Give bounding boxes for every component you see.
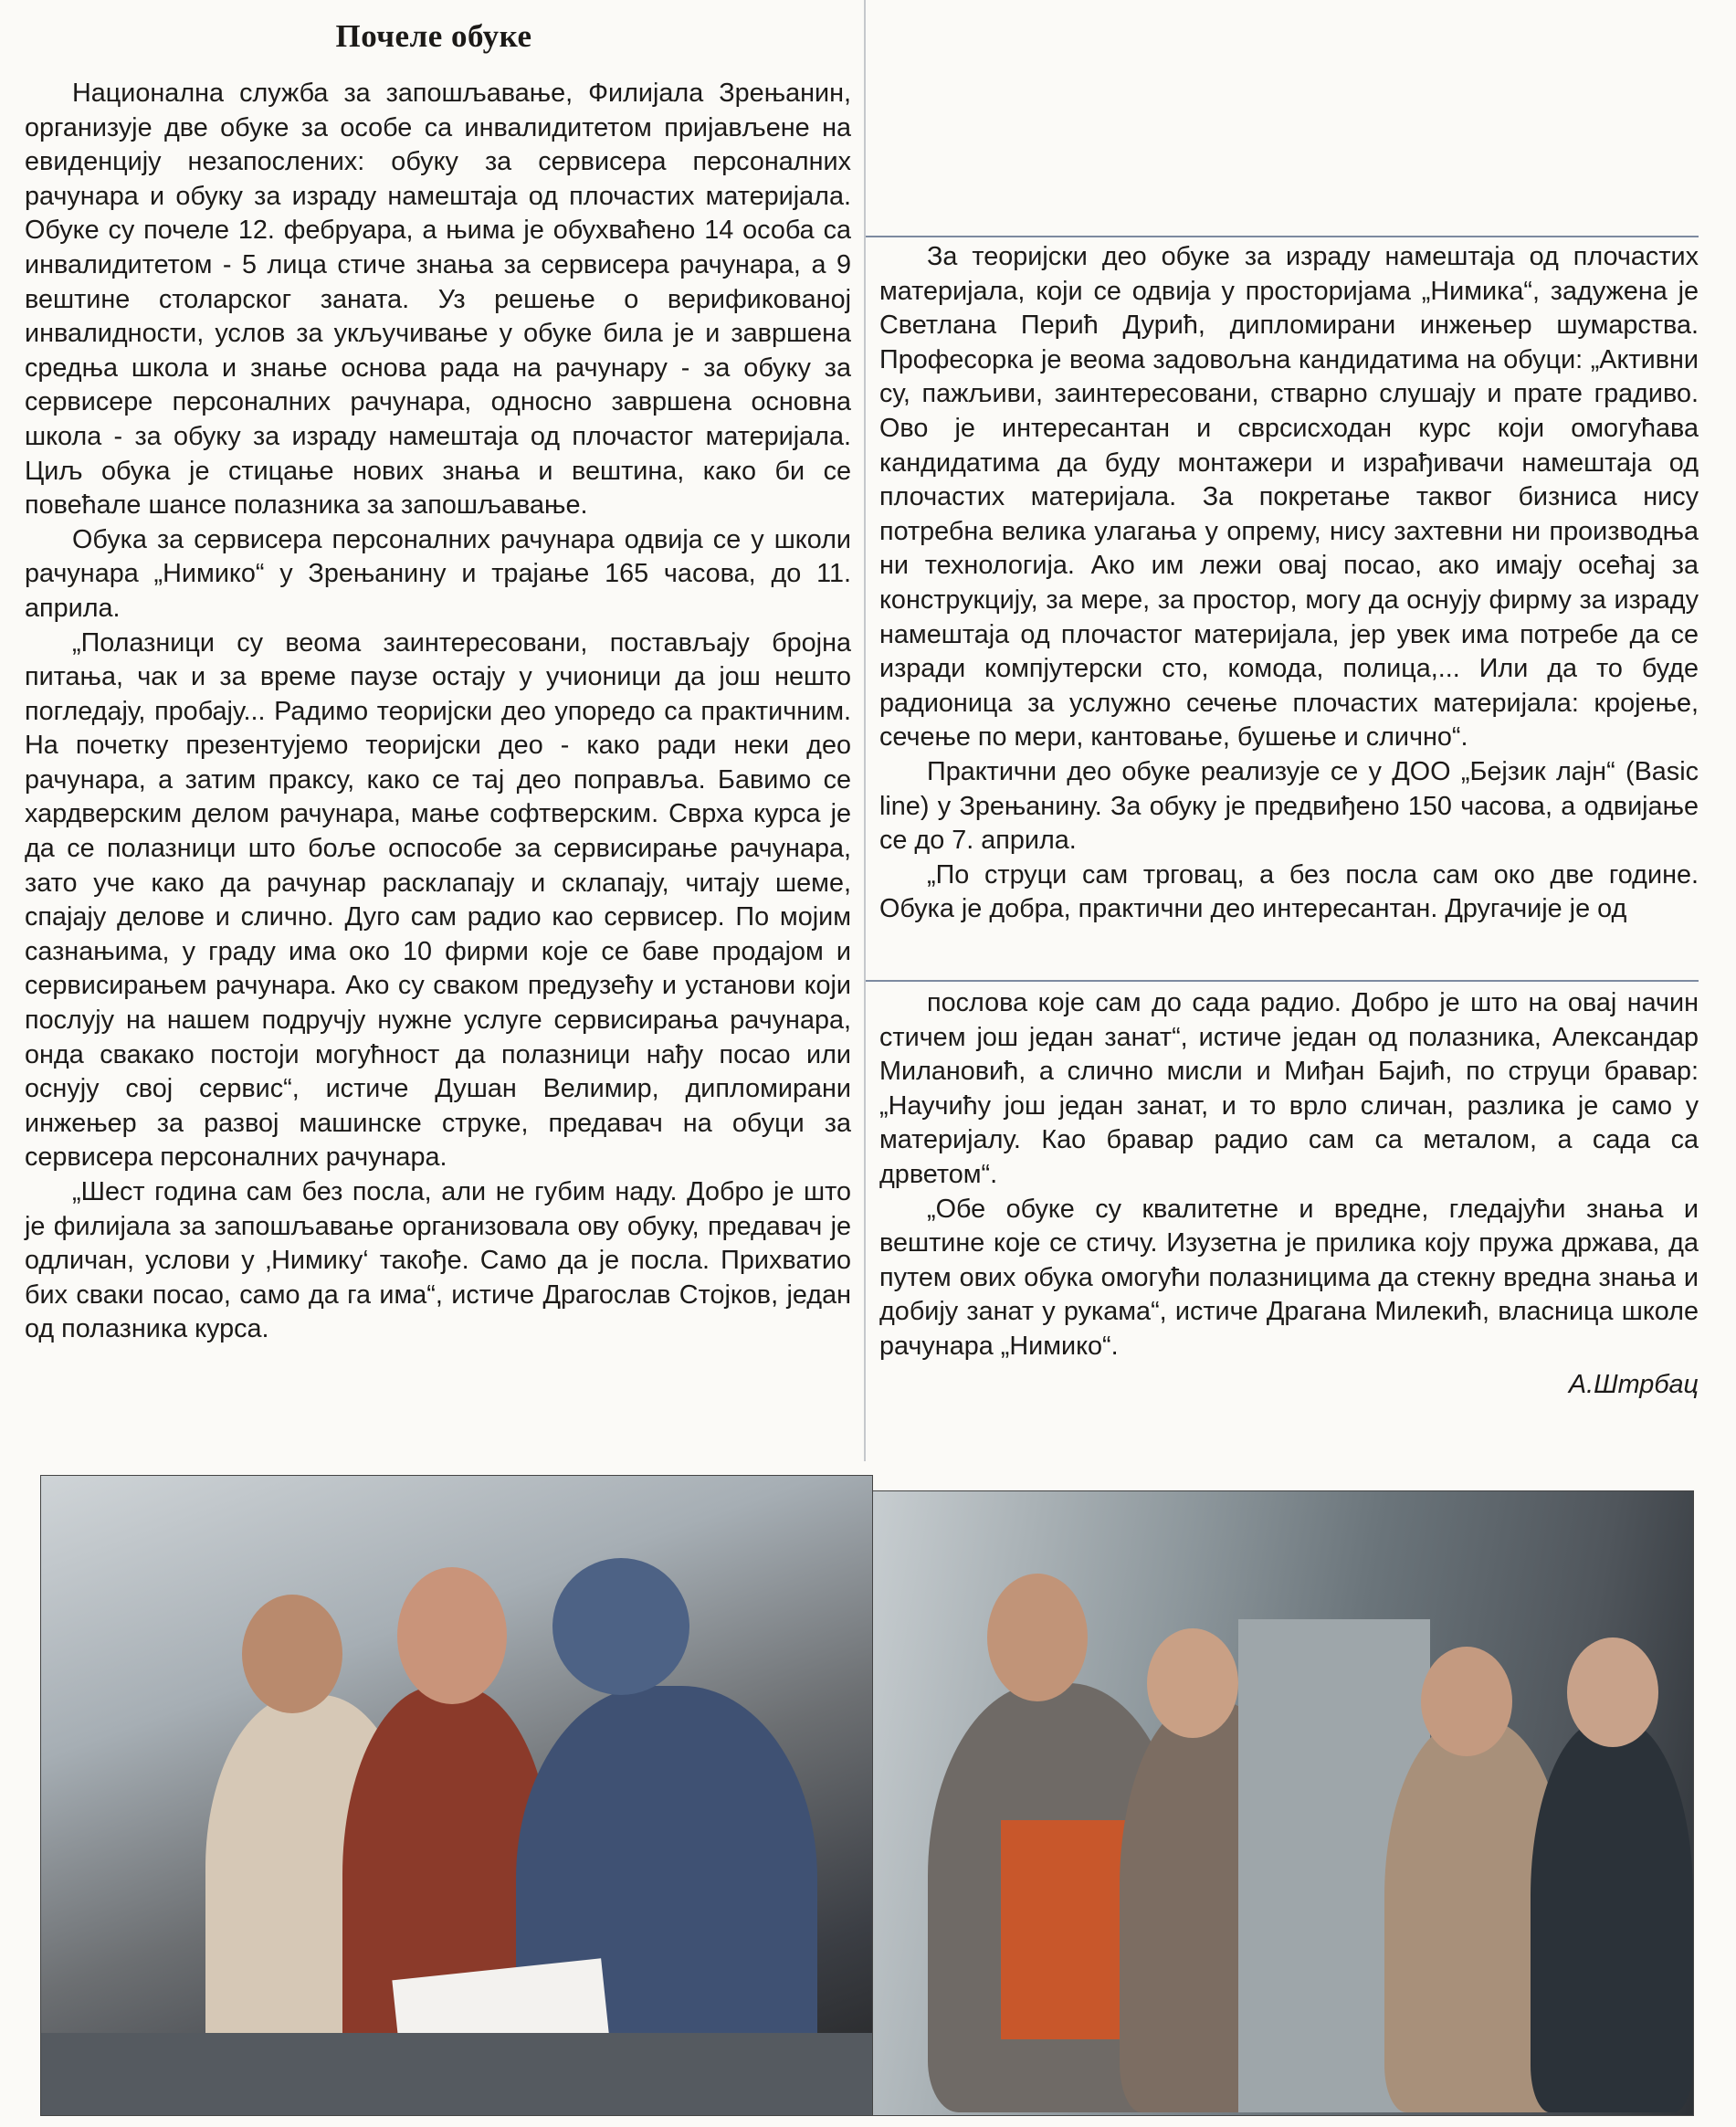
right-column-top [879,240,1699,927]
person-head [1567,1637,1658,1747]
table-surface [41,2033,872,2115]
person-head [1421,1647,1512,1756]
person-head [397,1567,507,1704]
cut-line [866,236,1699,237]
column-divider [864,0,866,1461]
paragraph: „Шест година сам без посла, али не губим наду. Добро је што је филијала за запошљавање организовала ову обуку, предавач је одличан, услови у ‚Нимику‘ такође. Само да је посла. Прихватио бих сваки посао, само да га има“, истиче Драгослав Стојков, један од полазника курса. [25,1177,851,1344]
byline: А.Штрбац [1568,1369,1699,1399]
paragraph: „По струци сам трговац, а без посла сам око две године. Обука је добра, практични део интересантан. Другачије је од [879,859,1699,924]
person-head [987,1574,1088,1701]
jacket-panel [1001,1820,1129,2039]
photo-workshop-group [872,1490,1694,2116]
person-figure [1531,1720,1693,2112]
right-column-bottom [879,986,1699,1402]
paragraph: Практични део обуке реализује се у ДОО „Бејзик лајн“ (Basic line) у Зрењанину. За обуку је предвиђено 150 часова, а одвијање се до 7. априла. [879,756,1699,856]
paragraph: „Обе обуке су квалитетне и вредне, гледајући знања и вештине које се стичу. Изузетна је прилика коју пружа држава, да путем ових обука омогући полазницима да стекну вредна знања и добију занат у рукама“, истиче Драгана Милекић, власница школе рачунара „Нимико“. [879,1194,1699,1361]
person-head [242,1595,342,1713]
paragraph: „Полазници су веома заинтересовани, постављају бројна питања, чак и за време паузе остају у учионици да још нешто погледају, пробају... Радимо теоријски део упоредо са практичним. На почетку презентујемо теоријски део - како ради неки део рачунара, а затим праксу, како се тај део поправља. Бавимо се хардверским делом рачунара, мање софтверским. Сврха курса је да се полазници што боље оспособе за сервисирање рачунара, зато уче како да рачунар расклапају и склапају, читају шеме, спајају делове и слично. Дуго сам радио као сервисер. По мојим сазнањима, у граду има око 10 фирми које се баве продајом и сервисирањем рачунара. Ако су сваком предузећу и установи који послују на нашем подручју нужне услуге сервисирања рачунара, онда свакако постоји могућност да полазници нађу посао или оснују свој сервис“, истиче Душан Велимир, дипломирани инжењер за развој машинске струке, предавач на обуци за сервисера персоналних рачунара. [25,627,851,1173]
paragraph: послова које сам до сада радио. Добро је што на овај начин стичем још један занат“, истиче један од полазника, Александар Милановић, а слично мисли и Миђан Бајић, по струци бравар: „Научићу још један занат, и то врло сличан, разлика је само у материјалу. Као бравар радио сам са металом, а сада са дрветом“. [879,988,1699,1189]
left-column [25,77,851,1347]
photo-training-table [40,1475,873,2116]
cut-line [866,980,1699,982]
paragraph: Обука за сервисера персоналних рачунара одвија се у школи рачунара „Нимико“ у Зрењанину и трајање 165 часова, до 11. априла. [25,524,851,623]
paragraph: За теоријски део обуке за израду намештаја од плочастих материјала, који се одвија у просторијама „Нимика“, задужена је Светлана Перић Дурић, дипломирани инжењер шумарства. Професорка је веома задовољна кандидатима на обуци: „Активни су, пажљиви, заинтересовани, стварно слушају и прате градиво. Ово је интересантан и сврсисходан курс који омогућава кандидатима да буду монтажери и израђивачи намештаја од плочастих материјала. За покретање таквог бизниса нису потребна велика улагања у опрему, нису захтевни ни производња ни технологија. Ако им лежи овај посао, ако имају осећај за конструкцију, за мере, за простор, могу да оснују фирму за израду намештаја од плочастог материјала, јер увек има потребе да се изради компјутерски сто, комода, полица,... Или да то буде радионица за услужно сечење плочастих материјала: кројење, сечење по мери, кантовање, бушење и слично“. [879,242,1699,753]
paragraph: Национална служба за запошљавање, Филијала Зрењанин, организује две обуке за особе са инвалидитетом пријављене на евиденцију незапослених: обуку за сервисера персоналних рачунара и обуку за израду намештаја од плочастих материјала. Обуке су почеле 12. фебруара, а њима је обухваћено 14 особа са инвалидитетом - 5 лица стиче знања за сервисера рачунара, а 9 вештине столарског заната. Уз решење о верификованој инвалидности, услов за укључивање у обуке била је и завршена средња школа и знање основа рада на рачунару - за обуку за сервисере персоналних рачунара, односно завршена основна школа - за обуку за израду намештаја од плочастог материјала. Циљ обука је стицање нових знања и вештина, како би се повећале шансе полазника за запошљавање. [25,79,851,521]
person-cap [552,1558,689,1695]
person-head [1147,1628,1238,1738]
article-title: Почеле обуке [335,18,532,54]
